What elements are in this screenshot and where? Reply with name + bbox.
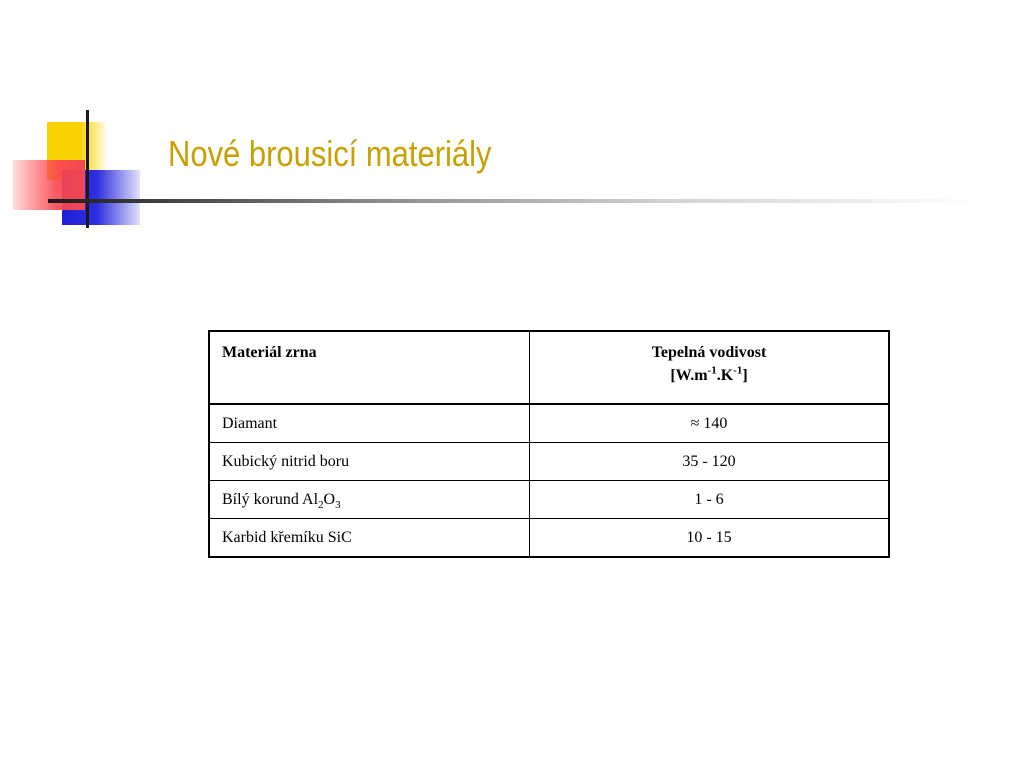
header-conductivity-unit bbox=[670, 364, 748, 384]
formula-subscript: 3 bbox=[335, 498, 341, 511]
cell-conductivity: 10 - 15 bbox=[530, 519, 890, 558]
table-row bbox=[209, 404, 889, 443]
header-conductivity-label: Tepelná vodivost bbox=[651, 344, 767, 361]
cell-material: Karbid křemíku SiC bbox=[209, 519, 530, 558]
header-conductivity bbox=[530, 331, 890, 404]
cell-material: Diamant bbox=[209, 404, 530, 443]
unit-exponent: -1 bbox=[707, 364, 717, 377]
cell-conductivity: ≈ 140 bbox=[530, 404, 890, 443]
unit-part: ] bbox=[742, 367, 748, 384]
unit-part: .K bbox=[716, 367, 734, 384]
table-header-row bbox=[209, 331, 889, 404]
logo-vertical-line bbox=[86, 110, 89, 228]
unit-exponent: -1 bbox=[733, 364, 743, 377]
formula-subscript: 2 bbox=[318, 498, 324, 511]
header-material bbox=[209, 331, 530, 404]
cell-conductivity: 35 - 120 bbox=[530, 443, 890, 481]
table-row bbox=[209, 481, 889, 519]
title-underline bbox=[48, 199, 978, 203]
formula-part: Bílý korund Al bbox=[222, 490, 319, 508]
table-row bbox=[209, 519, 889, 558]
formula-part: O bbox=[323, 490, 336, 508]
header-material-label: Materiál zrna bbox=[222, 344, 317, 361]
cell-material bbox=[209, 481, 530, 519]
cell-conductivity: 1 - 6 bbox=[530, 481, 890, 519]
slide-title: Nové brousicí materiály bbox=[168, 133, 492, 174]
table-row bbox=[209, 443, 889, 481]
thermal-conductivity-table bbox=[208, 330, 890, 558]
cell-material: Kubický nitrid boru bbox=[209, 443, 530, 481]
unit-part: [W.m bbox=[670, 367, 708, 384]
